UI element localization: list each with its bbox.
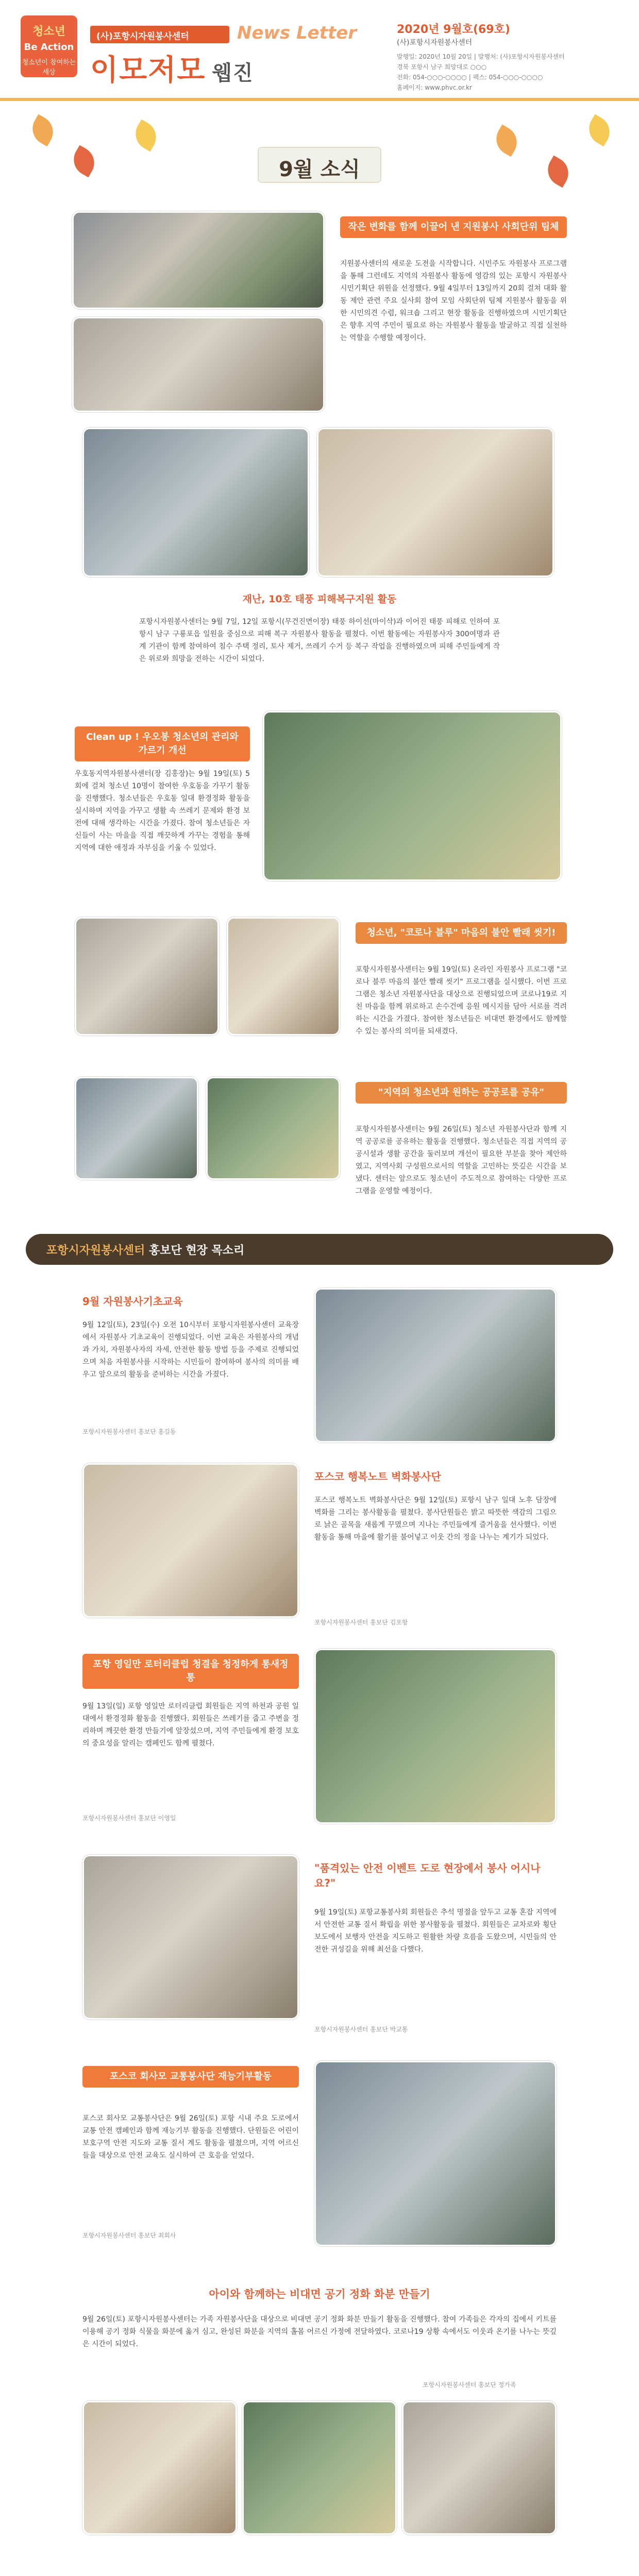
- section-article-body: 포스코 회사모 교통봉사단은 9월 26일(토) 포항 시내 주요 도로에서 교통 안전 캠페인과 함께 재능기부 활동을 진행했다. 단원들은 어린이 보호구역 안전 지도와 교통 질서 계도 활동을 펼쳤으며, 지역 어르신들을 대상으로 안전 교육도 실시하여 큰 호응을 얻었다.: [82, 2114, 299, 2160]
- article-photo: [314, 1649, 557, 1824]
- section-article-body: 9월 19일(토) 포항교통봉사회 회원들은 추석 명절을 앞두고 교통 혼잡 지역에서 안전한 교통 질서 확립을 위한 봉사활동을 펼쳤다. 회원들은 교차로와 횡단보도에서 보행자 안전을 지도하고 원활한 차량 흐름을 도왔으며, 시민들의 안전한 귀성길을 위해 최선을 다했다.: [314, 1908, 557, 1954]
- article-photo: [317, 428, 554, 577]
- section-article-caption: 포항시자원봉사센터 홍보단 이영일: [82, 1815, 176, 1822]
- org-name: (사)포항시자원봉사센터: [90, 26, 229, 43]
- section-article-body: 9월 12일(토), 23일(수) 오전 10시부터 포항시자원봉사센터 교육장에서 자원봉사 기초교육이 진행되었다. 이번 교육은 자원봉사의 개념과 가치, 자원봉사자의 자세, 안전한 활동 방법 등을 주제로 진행되었으며 처음 자원봉사를 시작하는 시민들이 참여하여 봉사의 의미를 배우고 앞으로의 활동을 준비하는 시간을 가졌다.: [82, 1321, 299, 1379]
- center-logo: 청소년 Be Action 청소년이 참여하는 세상: [21, 15, 77, 77]
- article-body: 포항시자원봉사센터는 9월 26일(토) 청소년 자원봉사단과 함께 지역 공공로를 공유하는 활동을 진행했다. 청소년들은 직접 지역의 공공시설과 생활 공간을 둘러보며 개선이 필요한 부분을 찾아 제안하였고, 지역사회 구성원으로서의 역할을 고민하는 뜻깊은 시간을 보냈다. 센터는 앞으로도 청소년이 주도적으로 참여하는 다양한 프로그램을 운영할 예정이다.: [356, 1125, 567, 1195]
- article-title: 청소년, "코로나 블루" 마음의 불안 빨래 씻기!: [356, 922, 567, 944]
- article-body: 포항시자원봉사센터는 9월 19일(토) 온라인 자원봉사 프로그램 "코로나 블루 마음의 불안 빨래 씻기" 프로그램을 실시했다. 이번 프로그램은 청소년 자원봉사단을 대상으로 진행되었으며 코로나19로 지친 마음을 함께 위로하고 손수건에 응원 메시지를 담아 서로를 격려하는 시간을 가졌다. 참여한 청소년들은 비대면 환경에서도 함께할 수 있는 봉사의 의미를 되새겼다.: [356, 965, 567, 1036]
- article-photo: [82, 2401, 237, 2535]
- article-photo: [314, 1288, 557, 1443]
- section-article-caption: 포항시자원봉사센터 홍보단 정가족: [423, 2381, 516, 2388]
- article-photo: [82, 428, 309, 577]
- section-article-caption: 포항시자원봉사센터 홍보단 박교통: [314, 2026, 408, 2033]
- section-article-caption: 포항시자원봉사센터 홍보단 최회사: [82, 2232, 176, 2239]
- section-article-caption: 포항시자원봉사센터 홍보단 홍길동: [82, 1428, 176, 1435]
- section-article-title: 포항 영일만 로터리클럽 청결을 청정하게 통새정통: [82, 1654, 299, 1689]
- header: [0, 0, 639, 103]
- header-divider: [0, 98, 639, 101]
- section-article-body: 포스코 행복노트 벽화봉사단은 9월 12일(토) 포항시 남구 일대 노후 담장에 벽화를 그리는 봉사활동을 펼쳤다. 봉사단원들은 밝고 따뜻한 색감의 그림으로 낡은 골목을 새롭게 꾸몄으며 지나는 주민들에게 즐거움을 선사했다. 이번 활동을 통해 마을에 활기를 불어넣고 이웃 간의 정을 나누는 계기가 되었다.: [314, 1496, 557, 1541]
- section-article-body: 9월 26일(토) 포항시자원봉사센터는 가족 자원봉사단을 대상으로 비대면 공기 정화 화분 만들기 활동을 진행했다. 참여 가족들은 각자의 집에서 키트를 이용해 공기 정화 식물을 화분에 옮겨 심고, 완성된 화분을 지역의 홀몸 어르신 가정에 전달하였다. 코로나19 상황 속에서도 이웃과 온기를 나누는 뜻깊은 시간이 되었다.: [82, 2315, 557, 2348]
- section-article-caption: 포항시자원봉사센터 홍보단 김포항: [314, 1619, 408, 1626]
- contact-info: 발행일: 2020년 10월 20일 | 발행처: (사)포항시자원봉사센터 경북 포항시 남구 희망대로 ○○○ 전화: 054-○○○-○○○○ | 팩스: 054-○○○-○○○○ 홈페이지: www.phvc.or.kr: [397, 53, 565, 91]
- article-photo: [82, 1855, 299, 2020]
- zine-title: 이모저모 웹진: [90, 54, 254, 87]
- section-article-title: 9월 자원봉사기초교육: [82, 1295, 183, 1308]
- article-body: 포항시자원봉사센터는 9월 7일, 12일 포항시(무건진면이장) 태풍 하이선(마이삭)과 이어진 태풍 피해로 인하여 포항시 남구 구룡포읍 일원을 중심으로 피해 복구 자원봉사 활동을 펼쳤다. 이번 활동에는 자원봉사자 300여명과 관계 기관이 함께 참여하여 침수 주택 정리, 토사 제거, 쓰레기 수거 등 복구 작업을 진행하였으며 피해 주민들에게 작은 위로와 희망을 전하는 시간이 되었다.: [139, 618, 500, 663]
- month-title: 9월 소식: [258, 147, 381, 183]
- section-article-title: 포스코 행복노트 벽화봉사단: [314, 1470, 441, 1483]
- article-photo: [72, 211, 325, 309]
- article-title: 재난, 10호 태풍 피해복구지원 활동: [242, 594, 397, 605]
- article-photo: [314, 2061, 557, 2246]
- article-photo: [263, 711, 562, 881]
- issue-label: 2020년 9월호(69호): [397, 23, 510, 36]
- article-photo: [72, 317, 325, 412]
- article-photo: [82, 1463, 299, 1618]
- issue-sub: (사)포항시자원봉사센터: [397, 39, 473, 47]
- section-heading: 포항시자원봉사센터 홍보단 현장 목소리: [26, 1234, 613, 1265]
- article-photo: [402, 2401, 557, 2535]
- article-body: 지원봉사센터의 새로운 도전을 시작합니다. 시민주도 자원봉사 프로그램을 통해 그런데도 지역의 자원봉사 활동에 영감의 있는 포항시 자원봉사 시민기획단 위원을 선정했다. 9월 4일부터 13일까지 20회 걸쳐 대화 활동 제안 관련 주요 실사회 참여 모임 사회단위 팀체 지원봉사 활동을 위한 시민의견 수렴, 워크숍 그리고 현장 활동을 진행하였으며 시민기획단은 향후 지역 주민이 필요로 하는 자원봉사 활동을 발굴하고 직접 실천하는 역할을 수행할 예정이다.: [340, 260, 567, 342]
- article-photo: [206, 1077, 340, 1180]
- section-article-title: 아이와 함께하는 비대면 공기 정화 화분 만들기: [209, 2288, 430, 2300]
- section-article-title: 포스코 회사모 교통봉사단 재능기부활동: [82, 2066, 299, 2088]
- article-body: 우호동지역자원봉사센터(장 김홍장)는 9월 19일(토) 5회에 걸쳐 청소년 10명이 참여한 우호동을 가꾸기 활동을 진행했다. 청소년들은 우호동 일대 환경정화 활동을 실시하며 지역을 가꾸고 생활 속 쓰레기 문제와 환경 보전에 대해 생각하는 시간을 가졌다. 참여 청소년들은 자신들이 사는 마을을 직접 깨끗하게 가꾸는 경험을 통해 지역에 대한 애정과 자부심을 키울 수 있었다.: [75, 770, 250, 852]
- section-article-body: 9월 13일(일) 포항 영일만 로터리클럽 회원들은 지역 하천과 공원 일대에서 환경정화 활동을 진행했다. 회원들은 쓰레기를 줍고 주변을 정리하며 깨끗한 환경 만들기에 앞장섰으며, 지역 주민들에게 환경 보호의 중요성을 알리는 캠페인도 함께 펼쳤다.: [82, 1702, 299, 1748]
- section-article-title: "품격있는 안전 이벤트 도로 현장에서 봉사 어시나요?": [314, 1862, 541, 1889]
- article-title: Clean up ! 우오봉 청소년의 관리와 가르기 개선: [75, 726, 250, 761]
- article-photo: [75, 1077, 198, 1180]
- article-title: 작은 변화를 함께 이끌어 낸 지원봉사 사회단위 팀체: [340, 216, 567, 238]
- article-photo: [75, 917, 219, 1036]
- newsletter-label: News Letter: [237, 23, 357, 43]
- article-photo: [227, 917, 340, 1036]
- article-title: "지역의 청소년과 원하는 공공로를 공유": [356, 1082, 567, 1104]
- article-photo: [242, 2401, 397, 2535]
